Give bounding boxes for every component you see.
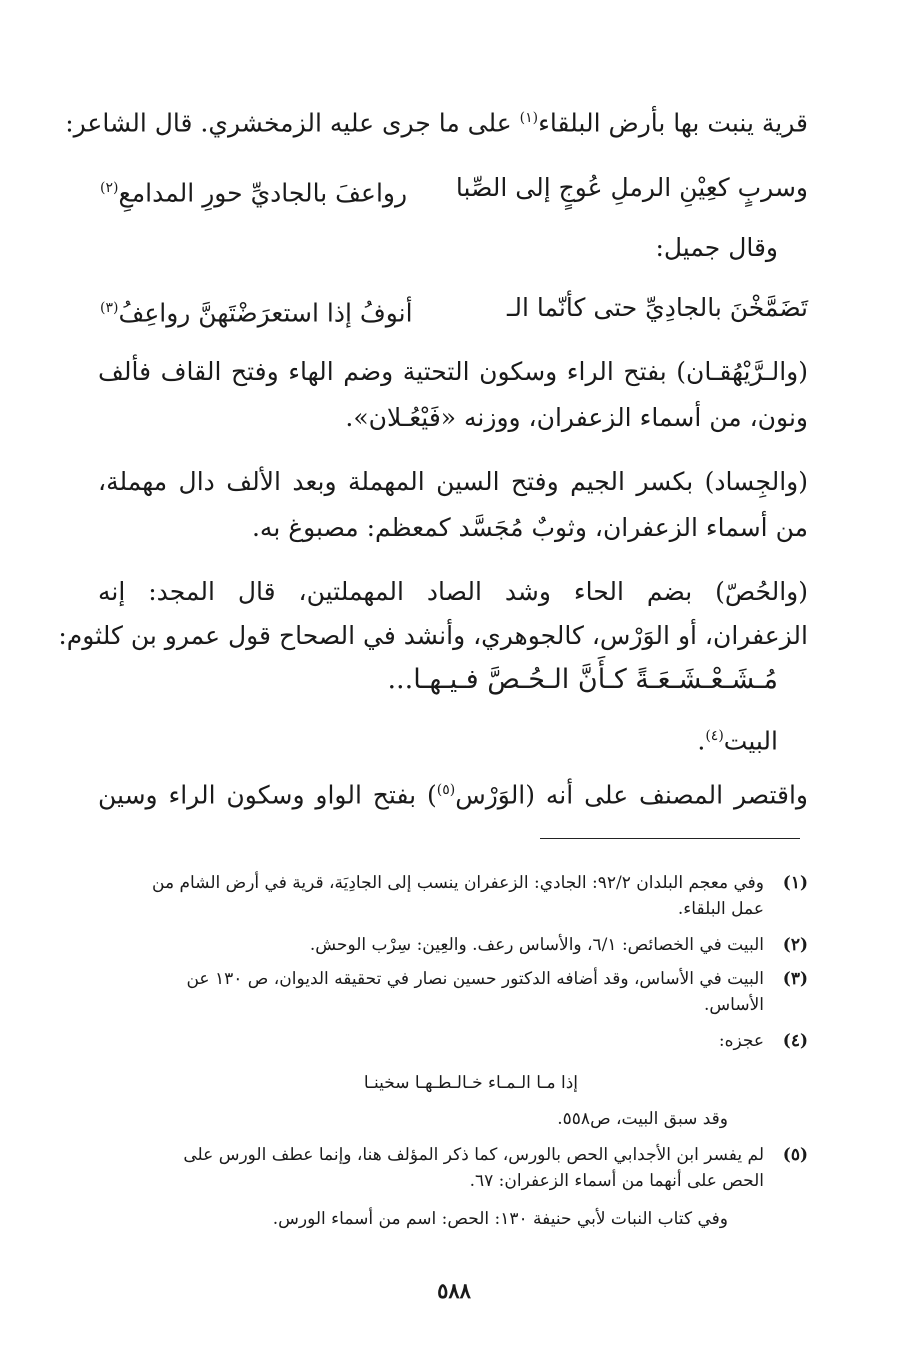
verse-1-first-hemistich: وسربٍ كعِيْنِ الرملِ عُوجٍ إلى الصِّبا: [455, 173, 808, 202]
paragraph-huss-line-1: (والحُصّ) بضم الحاء وشد الصاد المهملتين، قال المجد: إنه: [98, 577, 808, 606]
footnote-ref-4: (٤): [705, 728, 724, 744]
footnote-ref-5: (٥): [436, 782, 456, 798]
body-last-line: واقتصر المصنف على أنه (الوَرْس$^{(٥)}$) بفتح الواو وسكون الراء وسين: [98, 780, 808, 810]
footnote-2-number: (٢): [782, 935, 808, 955]
footnote-1-continuation: عمل البلقاء.: [677, 899, 764, 919]
jamil-intro: وقال جميل:: [655, 233, 778, 262]
bayt-line: البيت$^{(٤)}$.: [697, 726, 778, 756]
footnote-2: (٢)البيت في الخصائص: ٦/١، والأساس رعف. والعِين: سِرْب الوحش.: [98, 932, 808, 958]
paragraph-rayhuqan-line-2: ونون، من أسماء الزعفران، ووزنه «فَيْعُـلان».: [345, 403, 808, 432]
footnote-3: (٣)البيت في الأساس، وقد أضافه الدكتور حسين نصار في تحقيقه الديوان، ص ١٣٠ عن: [98, 966, 808, 992]
verse-3: مُـشَـعْـشَـعَـةً كـأَنَّ الـحُـصَّ فـيـهـا...: [387, 664, 778, 695]
footnote-5-number: (٥): [782, 1145, 808, 1165]
footnote-1: (١)وفي معجم البلدان ٩٢/٢: الجادي: الزعفران ينسب إلى الجادِيَة، قرية في أرض الشام من: [98, 870, 808, 896]
footnote-4-reference: وقد سبق البيت، ص٥٥٨.: [557, 1109, 728, 1129]
body-line-1: قرية ينبت بها بأرض البلقاء$^{(١)}$ على ما جرى عليه الزمخشري. قال الشاعر:: [65, 108, 808, 138]
footnote-3-continuation: الأساس.: [704, 995, 764, 1015]
footnote-4-verse: إذا مـا الـمـاء خـالـطـهـا سخينـا: [363, 1073, 578, 1093]
footnote-4: (٤)عجزه:: [98, 1028, 808, 1054]
verse-2-second-hemistich: أنوفُ إذا استعرَضْتَهنَّ رواعِفُ$^{(٣)}$: [100, 298, 413, 328]
footnote-5: (٥)لم يفسر ابن الأجدابي الحص بالورس، كما ذكر المؤلف هنا، وإنما عطف الورس على: [98, 1142, 808, 1168]
verse-1-second-hemistich: رواعفَ بالجاديِّ حورِ المدامعِ$^{(٢)}$: [100, 178, 408, 208]
paragraph-jisad-line-1: (والجِساد) بكسر الجيم وفتح السين المهملة وبعد الألف دال مهملة،: [98, 467, 808, 496]
footnote-5-extra: وفي كتاب النبات لأبي حنيفة ١٣٠: الحص: اسم من أسماء الورس.: [272, 1209, 728, 1229]
paragraph-huss-line-2: الزعفران، أو الوَرْس، كالجوهري، وأنشد في الصحاح قول عمرو بن كلثوم:: [58, 621, 808, 650]
footnote-ref-2: (٢): [100, 180, 119, 196]
footnote-separator: [540, 838, 800, 839]
footnote-5-continuation: الحص على أنهما من أسماء الزعفران: ٦٧.: [469, 1171, 764, 1191]
paragraph-jisad-line-2: من أسماء الزعفران، وثوبٌ مُجَسَّد كمعظم: مصبوغ به.: [251, 513, 808, 542]
verse-2-first-hemistich: تَضَمَّخْنَ بالجادِيِّ حتى كأنّما الـ: [507, 293, 808, 322]
footnote-1-number: (١): [782, 873, 808, 893]
paragraph-rayhuqan-line-1: (والـرَّيْهُقـان) بفتح الراء وسكون التحتية وضم الهاء وفتح القاف فألف: [98, 357, 808, 386]
footnote-ref-3: (٣): [100, 300, 119, 316]
page-number: ٥٨٨: [437, 1278, 471, 1303]
footnote-3-number: (٣): [782, 969, 808, 989]
footnote-4-number: (٤): [782, 1031, 808, 1051]
footnote-ref-1: (١): [519, 110, 539, 126]
